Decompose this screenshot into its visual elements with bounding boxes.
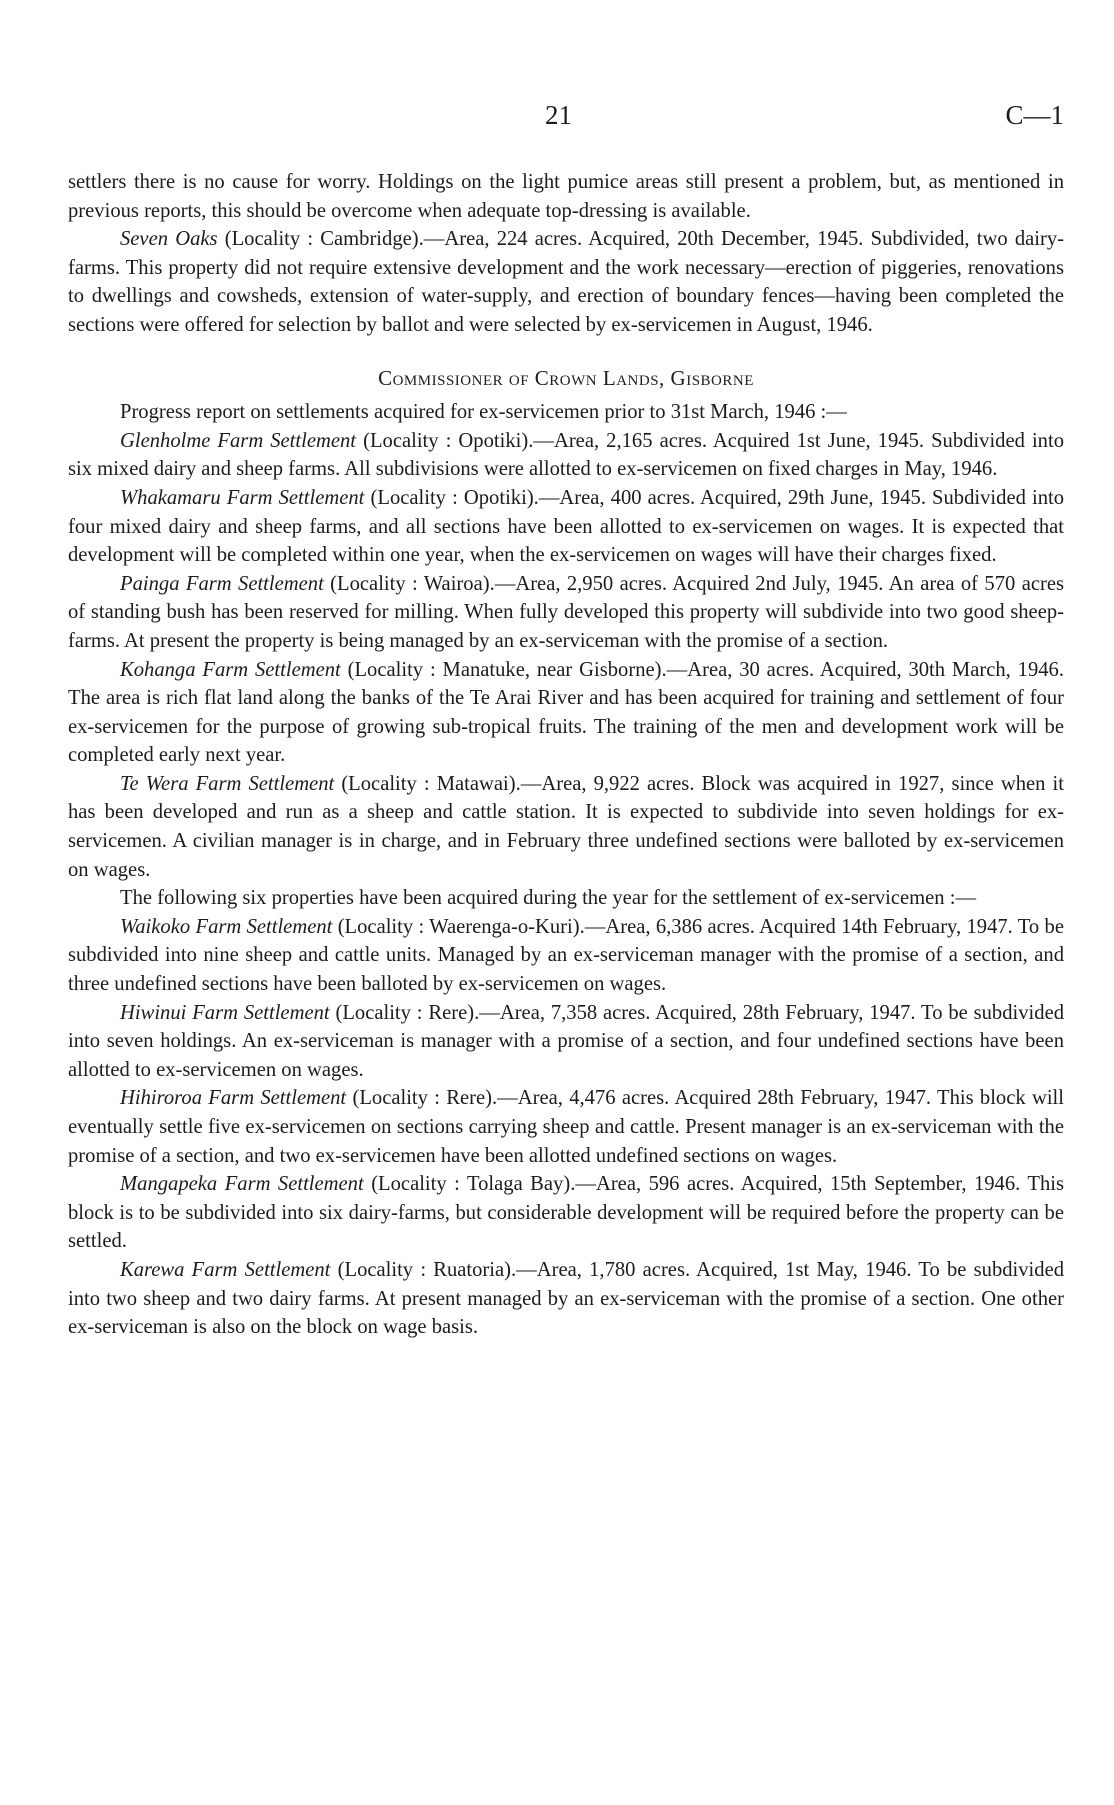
page-body [68,168,1064,1342]
paragraph-text: (Locality : Matawai).—Area, 9,922 acres. Block was acquired in 1927, since when it has been developed and run as a sheep and cattle station. It is expected to subdivide into seven holdings for ex-servicemen. A civilian manager is in charge, and in February three undefined sections were balloted by ex-servicemen on wages. [68,772,1065,881]
paragraph-text: (Locality : Opotiki).—Area, 400 acres. Acquired, 29th June, 1945. Subdivided into four mixed dairy and sheep farms, and all sections have been allotted to ex-servicemen on wages. It is expected that development will be completed within one year, when the ex-servicemen on wages will have their charges fixed. [68,486,1065,567]
section-heading: Commissioner of Crown Lands, Gisborne [378,365,754,390]
paragraph-mangapeka [68,1170,1064,1256]
paragraph-text: (Locality : Cambridge).—Area, 224 acres. Acquired, 20th December, 1945. Subdivided, two dairy-farms. This property did not require extensive development and the work necessary—erection of piggeries, renovations to dwellings and cowsheds, extension of water-supply, and erection of boundary fences—having been completed the sections were offered for selection by ballot and were selected by ex-servicemen in August, 1946. [68,228,1064,336]
paragraph-whakamaru [68,484,1064,570]
document-code: C—1 [1005,100,1064,130]
settlement-name: Painga Farm Settlement [120,572,324,595]
paragraph-text: (Locality : Ruatoria).—Area, 1,780 acres. Acquired, 1st May, 1946. To be subdivided into two sheep and two dairy farms. At present managed by an ex-serviceman with the promise of a section. One other ex-serviceman is also on the block on wage basis. [68,1258,1065,1339]
paragraph-te-wera [68,770,1064,884]
paragraph-text: (Locality : Rere).—Area, 7,358 acres. Acquired, 28th February, 1947. To be subdivided into seven holdings. An ex-serviceman is manager with a promise of a section, and four undefined sections have been allotted to ex-servicemen on wages. [68,1001,1065,1081]
settlement-name: Glenholme Farm Settlement [120,429,357,452]
paragraph-text: (Locality : Tolaga Bay).—Area, 596 acres. Acquired, 15th September, 1946. This block is to be subdivided into six dairy-farms, but considerable development will be required before the property can be settled. [68,1173,1064,1253]
paragraph-kohanga [68,656,1064,770]
paragraph-text: (Locality : Wairoa).—Area, 2,950 acres. Acquired 2nd July, 1945. An area of 570 acres of standing bush has been reserved for milling. When fully developed this property will subdivide into two good sheep-farms. At present the property is being managed by an ex-serviceman with the promise of a section. [68,572,1064,652]
settlement-name: Karewa Farm Settlement [120,1258,331,1281]
paragraph-hiwinui [68,999,1064,1085]
settlement-name: Kohanga Farm Settlement [120,658,341,681]
page-header [68,100,1064,136]
settlement-name: Seven Oaks [120,228,218,251]
paragraph-glenholme [68,427,1064,484]
settlement-name: Mangapeka Farm Settlement [120,1173,364,1196]
paragraph-text: (Locality : Waerenga-o-Kuri).—Area, 6,386 acres. Acquired 14th February, 1947. To be subdivided into nine sheep and cattle units. Managed by an ex-serviceman manager with the promise of a section, and three undefined sections have been balloted by ex-servicemen on wages. [68,915,1064,996]
paragraph-text: (Locality : Rere).—Area, 4,476 acres. Acquired 28th February, 1947. This block will eventually settle five ex-servicemen on sections carrying sheep and cattle. Present manager is an ex-serviceman with the promise of a section, and two ex-servicemen have been allotted undefined sections on wages. [68,1087,1064,1167]
settlement-name: Waikoko Farm Settlement [120,915,333,938]
settlement-name: Hiwinui Farm Settlement [120,1001,330,1024]
paragraph-seven-oaks [68,225,1064,339]
settlement-name: Te Wera Farm Settlement [120,772,335,795]
paragraph-karewa [68,1256,1064,1342]
paragraph: settlers there is no cause for worry. Holdings on the light pumice areas still present a problem, but, as mentioned in previous reports, this should be overcome when adequate top-dressing is available. [68,171,1064,222]
paragraph-painga [68,570,1064,656]
settlement-name: Whakamaru Farm Settlement [120,486,365,509]
settlement-name: Hihiroroa Farm Settlement [120,1087,347,1110]
paragraph-hihiroroa [68,1084,1064,1170]
paragraph-text: (Locality : Manatuke, near Gisborne).—Area, 30 acres. Acquired, 30th March, 1946. The area is rich flat land along the banks of the Te Arai River and has been acquired for training and settlement of four ex-servicemen for the purpose of growing sub-tropical fruits. The training of the men and development work will be completed early next year. [68,658,1065,767]
paragraph: The following six properties have been acquired during the year for the settlement of ex-servicemen :— [120,887,977,910]
paragraph-waikoko [68,913,1064,999]
paragraph-text: (Locality : Opotiki).—Area, 2,165 acres. Acquired 1st June, 1945. Subdivided into six mixed dairy and sheep farms. All subdivisions were allotted to ex-servicemen on fixed charges in May, 1946. [68,429,1064,481]
paragraph: Progress report on settlements acquired for ex-servicemen prior to 31st March, 1946 :— [120,401,847,424]
page-number: 21 [545,100,572,130]
